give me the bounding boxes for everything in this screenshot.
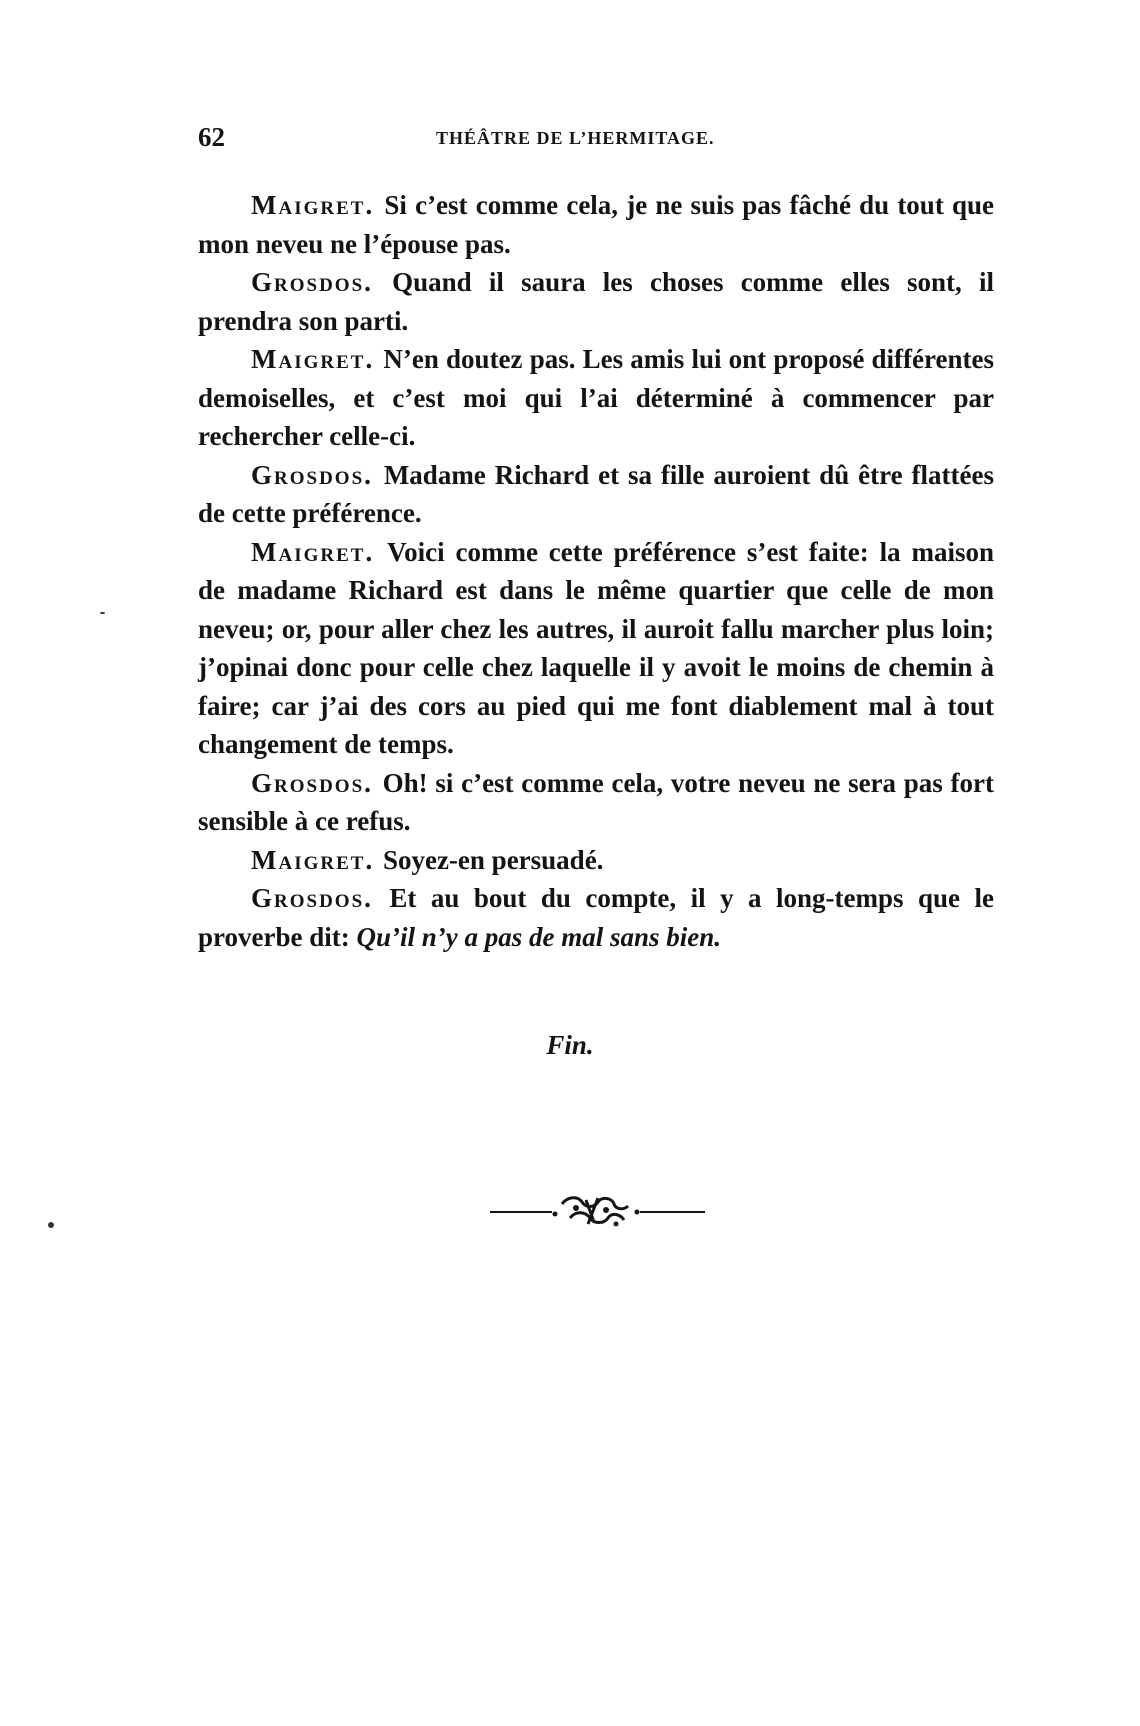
- print-speck: [100, 612, 105, 614]
- page-number: 62: [198, 122, 225, 152]
- line-text: Si c’est comme cela, je ne suis pas fâché du tout que mon neveu ne l’épouse pas.: [198, 190, 995, 259]
- fin-label: Fin.: [546, 1030, 594, 1060]
- speaker-name: Grosdos.: [251, 267, 373, 297]
- fleuron-ornament-icon: [490, 1190, 705, 1230]
- dialogue-line: [198, 841, 994, 880]
- proverb-quote: Qu’il n’y a pas de mal sans bien.: [356, 921, 722, 952]
- dialogue-line: [198, 879, 994, 956]
- speaker-name: Maigret.: [251, 190, 375, 220]
- line-text: Et au bout du compte, il y a long-temps que le proverbe dit:: [198, 883, 994, 952]
- line-text: Quand il saura les choses comme elles sont, il prendra son parti.: [198, 267, 995, 336]
- dialogue-line: [198, 186, 994, 263]
- speaker-name: Grosdos.: [251, 459, 373, 490]
- line-text: Soyez-en persuadé.: [382, 844, 604, 875]
- speaker-name: Maigret.: [251, 844, 375, 875]
- dialogue-line: [198, 533, 994, 764]
- line-text: Madame Richard et sa fille auroient dû être flattées de cette préférence.: [198, 459, 994, 528]
- dialogue-line: [198, 263, 994, 340]
- dialogue-line: [198, 456, 994, 533]
- line-text: N’en doutez pas. Les amis lui ont proposé différentes demoiselles, et c’est moi qui l’ai déterminé à commencer par rechercher celle-ci.: [198, 344, 994, 451]
- print-speck: [48, 1222, 54, 1228]
- dialogue-text: [198, 186, 994, 956]
- speaker-name: Grosdos.: [251, 767, 373, 798]
- dialogue-line: [198, 764, 994, 841]
- speaker-name: Maigret.: [251, 536, 375, 567]
- dialogue-line: [198, 340, 994, 456]
- running-head: THÉÂTRE DE L’HERMITAGE.: [436, 128, 715, 148]
- speaker-name: Grosdos.: [251, 883, 373, 913]
- page-header: [198, 122, 998, 158]
- line-text: Voici comme cette préférence s’est faite: la maison de madame Richard est dans le même quartier que celle de mon neveu; or, pour aller chez les autres, il auroit fallu marcher plus loin; j’opinai donc pour celle chez laquelle il y avoit le moins de chemin à faire; car j’ai des cors au pied qui me font diablement mal à tout changement de temps.: [198, 536, 995, 759]
- line-text: Oh! si c’est comme cela, votre neveu ne sera pas fort sensible à ce refus.: [198, 767, 994, 836]
- speaker-name: Maigret.: [251, 344, 375, 374]
